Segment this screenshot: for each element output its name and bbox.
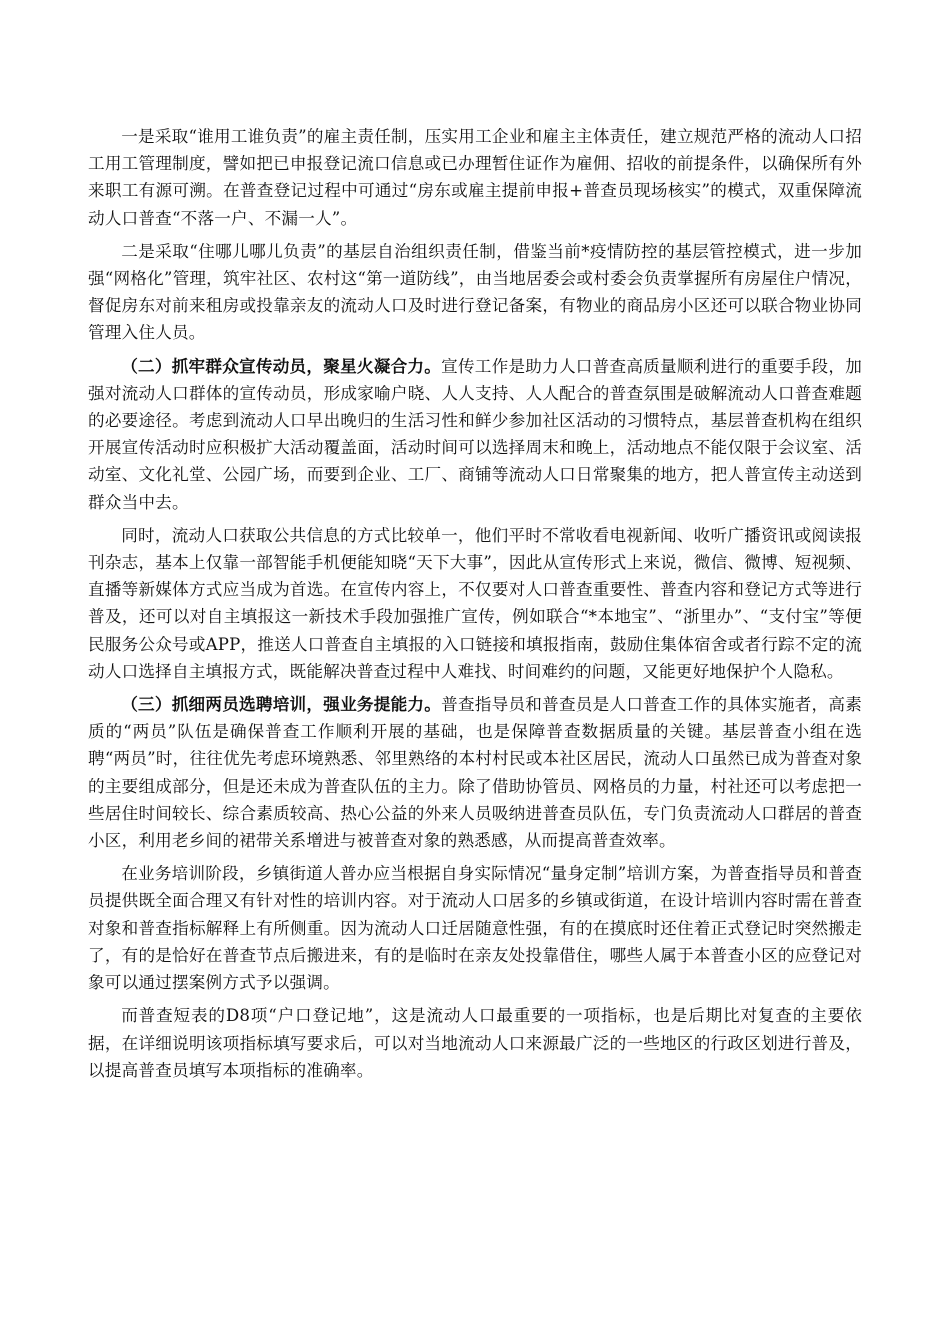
paragraph-text: 同时，流动人口获取公共信息的方式比较单一，他们平时不常收看电视新闻、收听广播资讯或阅读报刊杂志，基本上仅靠一部智能手机便能知晓“天下大事”，因此从宣传形式上来说，微信、微博、短视频、直播等新媒体方式应当成为首选。在宣传内容上，不仅要对人口普查重要性、普查内容和登记方式等进行普及，还可以对自主填报这一新技术手段加强推广宣传，例如联合“*本地宝”、“浙里办”、“支付宝”等便民服务公众号或APP，推送人口普查自主填报的入口链接和填报指南，鼓励住集体宿舍或者行踪不定的流动人口选择自主填报方式，既能解决普查过程中人难找、时间难约的问题，又能更好地保护个人隐私。 [88, 525, 862, 681]
paragraph-training [88, 860, 862, 996]
paragraph-new-media [88, 522, 862, 685]
section-heading-2: （二）抓牢群众宣传动员，聚星火凝合力。 [121, 355, 442, 376]
paragraph-text: 宣传工作是助力人口普查高质量顺利进行的重要手段，加强对流动人口群体的宣传动员，形成家喻户晓、人人支持、人人配合的普查氛围是破解流动人口普查难题的必要途径。考虑到流动人口早出晚归的生活习性和鲜少参加社区活动的习惯特点，基层普查机构在组织开展宣传活动时应积极扩大活动覆盖面，活动时间可以选择周末和晚上，活动地点不能仅限于会议室、活动室、文化礼堂、公园广场，而要到企业、工厂、商铺等流动人口日常聚集的地方，把人普宣传主动送到群众当中去。 [88, 356, 862, 512]
paragraph-text: 二是采取“住哪儿哪儿负责”的基层自治组织责任制，借鉴当前*疫情防控的基层管控模式，进一步加强“网格化”管理，筑牢社区、农村这“第一道防线”，由当地居委会或村委会负责掌握所有房屋住户情况，督促房东对前来租房或投靠亲友的流动人口及时进行登记备案，有物业的商品房小区还可以联合物业协同管理入住人员。 [88, 241, 862, 343]
paragraph-staff-recruitment [88, 691, 862, 854]
paragraph-d8-indicator [88, 1002, 862, 1084]
paragraph-text: 普查指导员和普查员是人口普查工作的具体实施者，高素质的“两员”队伍是确保普查工作顺利开展的基础，也是保障普查数据质量的关键。基层普查小组在选聘“两员”时，往往优先考虑环境熟悉、邻里熟络的本村村民或本社区居民，流动人口虽然已成为普查对象的主要组成部分，但是还未成为普查队伍的主力。除了借助协管员、网格员的力量，村社还可以考虑把一些居住时间较长、综合素质较高、热心公益的外来人员吸纳进普查员队伍，专门负责流动人口群居的普查小区，利用老乡间的裙带关系增进与被普查对象的熟悉感，从而提高普查效率。 [88, 695, 862, 851]
paragraph-employer-responsibility [88, 123, 862, 232]
paragraph-community-responsibility [88, 238, 862, 347]
paragraph-publicity-mobilization [88, 353, 862, 516]
section-heading-3: （三）抓细两员选聘培训，强业务提能力。 [121, 694, 442, 715]
paragraph-text: 在业务培训阶段，乡镇街道人普办应当根据自身实际情况“量身定制”培训方案，为普查指导员和普查员提供既全面合理又有针对性的培训内容。对于流动人口居多的乡镇或街道，在设计培训内容时需在普查对象和普查指标解释上有所侧重。因为流动人口迁居随意性强，有的在摸底时还住着正式登记时突然搬走了，有的是恰好在普查节点后搬进来，有的是临时在亲友处投靠借住，哪些人属于本普查小区的应登记对象可以通过摆案例方式予以强调。 [88, 864, 862, 993]
paragraph-text: 而普查短表的D8项“户口登记地”，这是流动人口最重要的一项指标，也是后期比对复查的主要依据，在详细说明该项指标填写要求后，可以对当地流动人口来源最广泛的一些地区的行政区划进行普及，以提高普查员填写本项指标的准确率。 [88, 1006, 862, 1080]
paragraph-text: 一是采取“谁用工谁负责”的雇主责任制，压实用工企业和雇主主体责任，建立规范严格的流动人口招工用工管理制度，譬如把已申报登记流口信息或已办理暂住证作为雇佣、招收的前提条件，以确保所有外来职工有源可溯。在普查登记过程中可通过“房东或雇主提前申报+普查员现场核实”的模式，双重保障流动人口普查“不落一户、不漏一人”。 [88, 127, 862, 228]
document-page [88, 123, 862, 1090]
